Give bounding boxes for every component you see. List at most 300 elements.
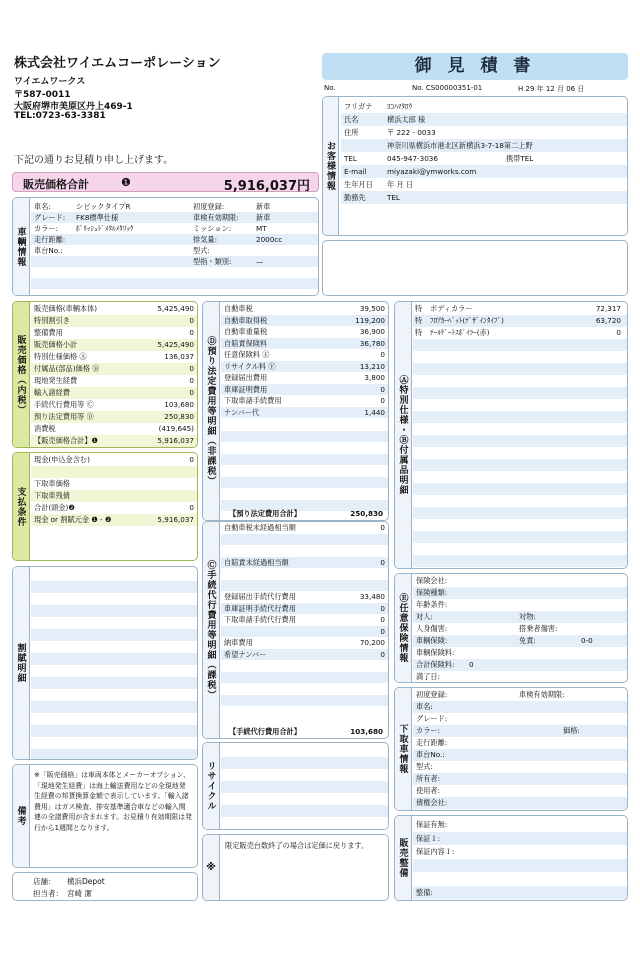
store-value: 横浜Depot <box>67 877 105 886</box>
blank-panel <box>322 240 628 296</box>
table-row <box>341 152 627 165</box>
table-row <box>413 531 627 543</box>
table-row <box>413 315 627 327</box>
table-row <box>413 818 627 832</box>
table-row <box>221 660 388 672</box>
table-row <box>413 423 627 435</box>
option-price: 63,720 <box>595 316 621 325</box>
table-row <box>413 387 627 399</box>
table-row <box>413 303 627 315</box>
item-label: 手続代行費用等 Ⓒ <box>34 400 94 409</box>
fee-label: 自動車重量税 <box>224 327 268 336</box>
vehicle-info-panel <box>12 197 319 296</box>
table-row <box>221 706 388 718</box>
total-badge: ❶ <box>121 176 131 189</box>
person-label: 担当者： <box>33 889 63 898</box>
agency-header: Ⓒ手続代行費用等明細（課税） <box>205 560 216 700</box>
table-row <box>413 587 627 599</box>
field-label: 車名: <box>416 702 433 711</box>
table-row <box>31 327 197 339</box>
table-row <box>31 605 197 617</box>
greeting: 下記の通りお見積り申し上げます。 <box>14 155 174 166</box>
table-row <box>221 769 388 781</box>
field-value: 対物: <box>519 612 536 621</box>
field-label: 車検有効期限: <box>193 213 239 222</box>
field-label: 所有者: <box>416 774 440 783</box>
fee-value: 3,800 <box>364 373 385 382</box>
table-row <box>221 672 388 684</box>
field-label: 保証１: <box>416 833 440 843</box>
item-value: 0 <box>189 328 194 337</box>
field-value: 2000cc <box>256 235 283 244</box>
item-label: 付属品(部品)価格 Ⓑ <box>34 364 100 373</box>
fee-value: 36,780 <box>359 338 385 348</box>
table-row <box>221 372 388 384</box>
field-value: 0 <box>469 660 474 669</box>
table-row <box>341 191 627 204</box>
field-value: 免責: <box>519 636 536 645</box>
field-value: 新車 <box>256 213 271 222</box>
item-value: 0 <box>189 376 194 385</box>
agency-total-label: 【手続代行費用合計】 <box>229 727 301 736</box>
doc-no-label: No. <box>324 84 336 92</box>
table-row <box>221 303 388 315</box>
table-row <box>413 471 627 483</box>
field-value: 045-947-3036 <box>387 154 438 163</box>
option-name: ﾌﾛｱｶｰﾍﾟｯﾄ(ﾃﾞｻﾞｲﾝﾀｲﾌﾟ) <box>430 316 504 325</box>
table-row <box>221 545 388 557</box>
field-label: 満了日: <box>416 672 440 681</box>
item-value: 0 <box>189 364 194 373</box>
fee-value: 13,210 <box>359 361 385 371</box>
table-row <box>31 478 197 490</box>
notes-header: 備考 <box>15 806 26 826</box>
field-label: 氏名 <box>344 115 359 124</box>
recycle-header: リサイクル <box>205 761 216 811</box>
table-row <box>31 677 197 689</box>
fee-value: 0 <box>380 523 385 532</box>
field-label: 勤務先 <box>344 193 366 202</box>
recycle-panel <box>202 742 389 830</box>
field-label: 型式: <box>416 762 433 771</box>
notes-panel <box>12 764 198 868</box>
table-row <box>31 653 197 665</box>
table-row <box>31 267 318 278</box>
table-row <box>31 689 197 701</box>
total-label: 販売価格合計 <box>23 178 89 191</box>
field-label: 車名: <box>34 202 51 211</box>
field-label: 債権会社: <box>416 798 448 807</box>
company-postal: 〒587-0011 <box>14 90 71 100</box>
table-row <box>221 407 388 419</box>
field-value: — <box>256 257 264 266</box>
item-value: (419,645) <box>158 424 194 433</box>
table-row <box>221 361 388 373</box>
legal-header: Ⓓ預り法定費用等明細（非課税） <box>205 336 216 486</box>
field-value: FK8標準仕様 <box>76 213 119 222</box>
item-label: 特別仕様価格 Ⓐ <box>34 352 87 361</box>
field-value: 車検有効期限: <box>519 690 565 699</box>
table-row <box>31 375 197 387</box>
field-label: 車台No.: <box>34 246 63 255</box>
table-row <box>31 725 197 737</box>
fee-value: 0 <box>380 350 385 359</box>
table-row <box>221 805 388 817</box>
option-name: ボディカラー <box>430 304 473 313</box>
table-row <box>31 278 318 289</box>
item-label: 現金 or 割賦元金 ❶ - ❷ <box>34 515 112 524</box>
table-row <box>221 614 388 626</box>
table-row <box>413 459 627 471</box>
fee-label: 自賠責保険料 <box>224 338 268 348</box>
company-tel: TEL:0723-63-3381 <box>14 111 106 121</box>
table-row <box>31 411 197 423</box>
insurance-header: Ⓔ任意保険情報 <box>397 593 408 663</box>
table-row <box>413 773 627 785</box>
field-value: 搭乗者傷害: <box>519 624 558 633</box>
company-name: 株式会社ワイエムコーポレーション <box>14 56 221 71</box>
table-row <box>413 785 627 797</box>
fee-label: 下取車諸手続費用 <box>224 396 282 405</box>
field-label: TEL <box>344 154 357 163</box>
field-value: 横浜太郎 様 <box>387 115 426 124</box>
table-row <box>341 139 627 152</box>
fee-value: 119,200 <box>355 315 385 325</box>
fee-label: 自動車取得税 <box>224 315 268 325</box>
fee-value: 33,480 <box>359 592 385 601</box>
person-value: 宮崎 潔 <box>67 889 92 898</box>
item-label: 輸入諸経費 <box>34 388 70 397</box>
table-row <box>221 465 388 477</box>
fee-label: 自賠責未経過相当額 <box>224 557 289 567</box>
table-row <box>413 737 627 749</box>
notes-text: ※「販売価格」は車両本体とメーカーオプション、「現地発生経費」は海上輸送費用などの全現地発生経費の邦貨換算金額で表示しています。「輸入諸費用」はガス検査、排安基準適合車などの輸入関連の全諸費用が含まれます。お見積り有効期限は発行から1週間となります。 <box>34 771 192 832</box>
item-label: 下取車価格 <box>34 479 70 488</box>
sales-header: 販売価格（内税） <box>15 334 26 415</box>
fee-label: ナンバー代 <box>224 407 260 417</box>
item-value: 5,425,490 <box>157 304 194 313</box>
total-value: 5,916,037円 <box>223 179 310 194</box>
table-row <box>413 507 627 519</box>
fee-label: リサイクル料 Ⓕ <box>224 361 276 371</box>
field-label: 車輌保険: <box>416 636 448 645</box>
installment-header: 割賦明細 <box>15 643 26 683</box>
field-label: 人身傷害: <box>416 624 448 633</box>
field-label: 排気量: <box>193 235 217 244</box>
field-label: 合計保険料: <box>416 660 455 669</box>
field-label: 初度登録: <box>193 202 225 211</box>
fee-value: 0 <box>380 384 385 394</box>
item-value: 0 <box>189 388 194 397</box>
table-row <box>413 519 627 531</box>
field-value: ﾖｺﾊﾏﾀﾛｳ <box>387 102 413 111</box>
field-value: 〒 222 - 0033 <box>387 128 436 137</box>
fee-value: 0 <box>380 615 385 624</box>
document-title: 御 見 積 書 <box>322 53 628 80</box>
doc-date: H 29 年 12 月 06 日 <box>518 85 585 93</box>
vehicle-header: 車輌情報 <box>15 226 26 267</box>
item-label: 預り法定費用等 Ⓓ <box>34 412 94 421</box>
item-label: 【販売価格合計】❶ <box>34 436 98 445</box>
table-row <box>221 591 388 603</box>
item-label: 現金(申込金含む) <box>34 455 90 464</box>
fee-value: 0 <box>380 396 385 405</box>
field-value: ﾎﾟﾘｯｼｭﾄﾞﾒﾀﾙﾒﾀﾘｯｸ <box>76 224 134 233</box>
table-row <box>221 626 388 638</box>
table-row <box>31 617 197 629</box>
field-value: miyazaki@ymworks.com <box>387 167 477 176</box>
fee-value: 0 <box>380 626 385 636</box>
table-row <box>413 339 627 351</box>
field-label: 保険会社: <box>416 576 448 585</box>
table-row <box>413 447 627 459</box>
field-value: シビックタイプR <box>76 202 131 211</box>
item-value: 0 <box>189 455 194 464</box>
table-row <box>413 671 627 683</box>
item-value: 136,037 <box>164 352 194 361</box>
table-row <box>413 599 627 611</box>
option-type: 特 <box>415 328 423 337</box>
limited-text: 限定販売台数終了の場合は定価に戻ります。 <box>225 841 369 850</box>
table-row <box>413 495 627 507</box>
option-price: 72,317 <box>595 304 621 313</box>
table-row <box>413 623 627 635</box>
table-row <box>31 737 197 749</box>
table-row <box>413 859 627 873</box>
table-row <box>31 245 318 256</box>
table-row <box>341 100 627 113</box>
payment-panel <box>12 452 198 561</box>
table-row <box>221 442 388 454</box>
field-label: 保証内容１: <box>416 847 455 856</box>
table-row <box>221 338 388 350</box>
tradein-header: 下取車情報 <box>397 724 408 774</box>
store-label: 店舗： <box>33 877 56 886</box>
item-value: 5,916,037 <box>157 436 194 445</box>
field-label: 保険種類: <box>416 588 448 597</box>
table-row <box>413 635 627 647</box>
table-row <box>221 454 388 466</box>
table-row <box>221 695 388 707</box>
customer-header: お客様情報 <box>325 141 335 191</box>
table-row <box>31 351 197 363</box>
item-label: 下取車残債 <box>34 491 70 500</box>
table-row <box>221 568 388 580</box>
table-row <box>221 649 388 661</box>
table-row <box>31 701 197 713</box>
table-row <box>341 178 627 191</box>
table-row <box>31 641 197 653</box>
fee-label: 車庫証明費用 <box>224 384 268 394</box>
item-label: 合計(頭金)❷ <box>34 503 75 512</box>
table-row <box>31 363 197 375</box>
table-row <box>413 886 627 900</box>
table-row <box>31 315 197 327</box>
table-row <box>413 659 627 671</box>
limited-panel <box>202 834 389 901</box>
table-row <box>413 725 627 737</box>
legal-total-value: 250,830 <box>350 509 383 518</box>
field-label: 生年月日 <box>344 180 373 189</box>
table-row <box>31 569 197 581</box>
table-row <box>221 817 388 829</box>
fee-value: 1,440 <box>364 407 385 417</box>
legal-total-label: 【預り法定費用合計】 <box>229 509 301 518</box>
special-header: Ⓐ特別仕様・Ⓑ付属品明細 <box>397 375 408 495</box>
tradein-panel <box>394 687 628 811</box>
table-row <box>221 580 388 592</box>
field-label: 住所 <box>344 128 359 137</box>
fee-label: 車庫証明手続代行費用 <box>224 603 296 613</box>
field-extra: 携帯TEL <box>506 154 534 163</box>
item-label: 消費税 <box>34 424 56 433</box>
special-options-panel <box>394 301 628 569</box>
table-row <box>31 256 318 267</box>
table-row <box>31 593 197 605</box>
field-value: TEL <box>387 193 400 202</box>
table-row <box>31 339 197 351</box>
item-value: 103,680 <box>164 400 194 409</box>
fee-label: 自動車税 <box>224 304 253 313</box>
agency-fees-panel <box>202 521 389 739</box>
warranty-panel <box>394 815 628 901</box>
table-row <box>341 126 627 139</box>
table-row <box>221 793 388 805</box>
field-label: フリガナ <box>344 102 373 111</box>
table-row <box>221 683 388 695</box>
table-row <box>413 701 627 713</box>
field-label: 型式: <box>193 246 210 255</box>
table-row <box>413 543 627 555</box>
field-label: 初度登録: <box>416 690 448 699</box>
option-name: ﾃｰﾙｹﾞｰﾄｽﾎﾟｲﾗｰ(赤) <box>430 328 490 337</box>
option-type: 特 <box>415 304 423 313</box>
table-row <box>221 431 388 443</box>
field-value: 価格: <box>563 726 580 735</box>
field-label: 使用者: <box>416 786 440 795</box>
table-row <box>31 387 197 399</box>
table-row <box>31 454 197 466</box>
table-row <box>31 581 197 593</box>
table-row <box>413 689 627 701</box>
option-type: 特 <box>415 316 423 325</box>
installment-panel <box>12 566 198 760</box>
table-row <box>221 395 388 407</box>
table-row <box>413 399 627 411</box>
table-row <box>221 477 388 489</box>
field-label: カラー: <box>416 726 440 735</box>
field-value: MT <box>256 224 267 233</box>
fee-value: 39,500 <box>359 304 385 313</box>
table-row <box>221 315 388 327</box>
item-label: 特別割引き <box>34 316 70 325</box>
table-row <box>31 423 197 435</box>
doc-number: No. CS00000351-01 <box>412 84 483 92</box>
table-row <box>413 845 627 859</box>
field-label: 保証有無: <box>416 820 448 829</box>
table-row <box>221 384 388 396</box>
table-row <box>31 212 318 223</box>
table-row <box>31 713 197 725</box>
option-price: 0 <box>616 328 621 337</box>
item-value: 250,830 <box>164 412 194 421</box>
table-row <box>413 713 627 725</box>
table-row <box>413 575 627 587</box>
total-bar <box>12 172 319 192</box>
table-row <box>413 872 627 886</box>
fee-label: 登録届出手続代行費用 <box>224 592 296 601</box>
fee-label: 自動車税未経過相当額 <box>224 523 296 532</box>
table-row <box>221 534 388 546</box>
table-row <box>413 749 627 761</box>
table-row <box>31 399 197 411</box>
fee-label: 任意保険料 Ⓔ <box>224 350 270 359</box>
table-row <box>221 488 388 500</box>
table-row <box>221 637 388 649</box>
table-row <box>31 665 197 677</box>
table-row <box>31 629 197 641</box>
table-row <box>413 761 627 773</box>
item-label: 販売価格小計 <box>34 340 78 349</box>
table-row <box>413 611 627 623</box>
field-label: E-mail <box>344 167 367 176</box>
item-value: 5,425,490 <box>157 340 194 349</box>
fee-value: 0 <box>380 557 385 567</box>
fee-value: 0 <box>380 649 385 659</box>
table-row <box>221 326 388 338</box>
field-label: 年齢条件: <box>416 600 448 609</box>
table-row <box>341 165 627 178</box>
table-row <box>413 483 627 495</box>
fee-value: 0 <box>380 603 385 613</box>
fee-label: 納車費用 <box>224 638 253 647</box>
table-row <box>413 797 627 809</box>
table-row <box>413 375 627 387</box>
table-row <box>413 327 627 339</box>
customer-info-panel <box>322 96 628 236</box>
table-row <box>413 555 627 567</box>
payment-header: 支払条件 <box>15 486 26 527</box>
table-row <box>31 303 197 315</box>
field-label: グレード: <box>416 714 448 723</box>
table-row <box>341 113 627 126</box>
field-label: グレード: <box>34 213 66 222</box>
table-row <box>413 647 627 659</box>
table-row <box>413 363 627 375</box>
item-value: 0 <box>189 503 194 512</box>
table-row <box>221 757 388 769</box>
field-label: 対人: <box>416 612 433 621</box>
fee-label: 下取車諸手続代行費用 <box>224 615 296 624</box>
field-label: 走行距離: <box>34 235 66 244</box>
table-row <box>221 349 388 361</box>
table-row <box>221 522 388 534</box>
field-label: 整備: <box>416 887 433 897</box>
table-row <box>31 502 197 514</box>
table-row <box>221 781 388 793</box>
limited-mark: ※ <box>206 862 216 873</box>
warranty-header: 販売整備 <box>397 838 408 878</box>
field-label: 車輌保険料: <box>416 648 455 657</box>
table-row <box>413 411 627 423</box>
field-label: カラー: <box>34 224 58 233</box>
company-brand: ワイエムワークス <box>14 77 86 87</box>
item-label: 整備費用 <box>34 328 63 337</box>
field-label: 型指・類別: <box>193 257 232 266</box>
item-value: 5,916,037 <box>157 515 194 524</box>
table-row <box>413 435 627 447</box>
fee-label: 登録届出費用 <box>224 373 268 382</box>
